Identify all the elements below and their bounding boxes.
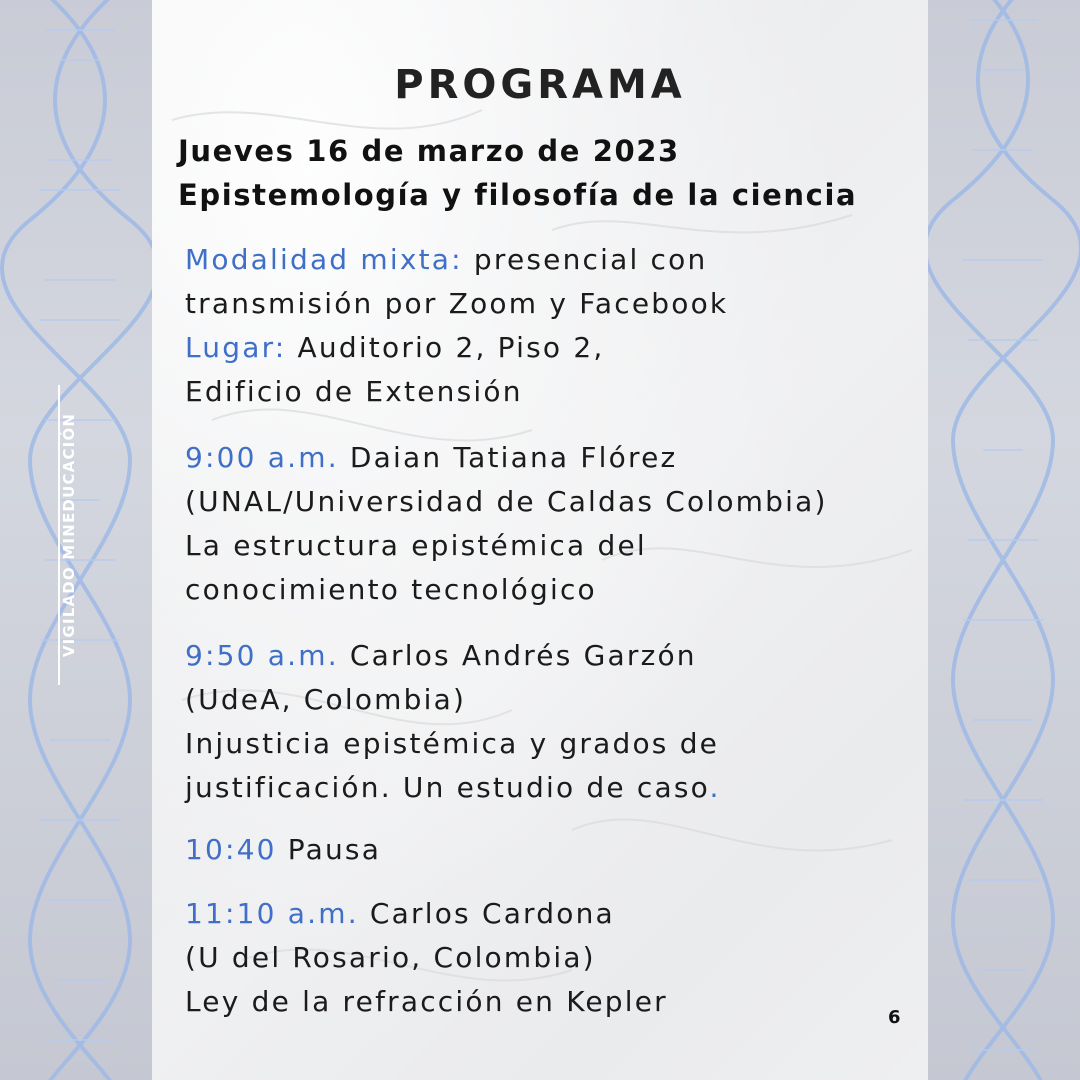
modality-label: Modalidad mixta: [185, 243, 463, 276]
session-time: 10:40 [185, 833, 277, 866]
vigilado-label: VIGILADO MINEDUCACIÓN [60, 412, 79, 658]
session-break [185, 828, 381, 872]
session-talk-line-1: Injusticia epistémica y grados de [185, 727, 720, 760]
event-date: Jueves 16 de marzo de 2023 [178, 134, 680, 168]
dna-helix-image [928, 0, 1080, 1080]
session-speaker: Daian Tatiana Flórez [338, 441, 678, 474]
page-number: 6 [888, 1007, 901, 1028]
place-text-2: Edificio de Extensión [185, 375, 523, 408]
event-topic: Epistemología y filosofía de la ciencia [178, 178, 858, 212]
session-affiliation: (UdeA, Colombia) [185, 683, 467, 716]
session-time: 9:50 a.m. [185, 639, 339, 672]
session-talk-end: . [709, 771, 721, 804]
session-speaker: Pausa [276, 833, 382, 866]
modality-block [185, 238, 728, 414]
session-talk-line-2: justificación. Un estudio de caso [185, 771, 710, 804]
session-time: 9:00 a.m. [185, 441, 339, 474]
session-affiliation: (UNAL/Universidad de Caldas Colombia) [185, 485, 828, 518]
session-affiliation: (U del Rosario, Colombia) [185, 941, 596, 974]
place-label: Lugar: [185, 331, 287, 364]
session-time: 11:10 a.m. [185, 897, 359, 930]
left-dna-panel [0, 0, 152, 1080]
session-1 [185, 436, 828, 612]
session-speaker: Carlos Andrés Garzón [338, 639, 697, 672]
modality-text-2: transmisión por Zoom y Facebook [185, 287, 729, 320]
session-2 [185, 634, 721, 810]
session-3 [185, 892, 668, 1024]
session-speaker: Carlos Cardona [358, 897, 615, 930]
page-title: PROGRAMA [394, 62, 686, 108]
right-dna-panel [928, 0, 1080, 1080]
place-text: Auditorio 2, Piso 2, [286, 331, 605, 364]
session-talk-line-1: Ley de la refracción en Kepler [185, 985, 668, 1018]
session-talk-line-1: La estructura epistémica del [185, 529, 647, 562]
session-talk-line-2: conocimiento tecnológico [185, 573, 597, 606]
modality-text: presencial con [462, 243, 708, 276]
